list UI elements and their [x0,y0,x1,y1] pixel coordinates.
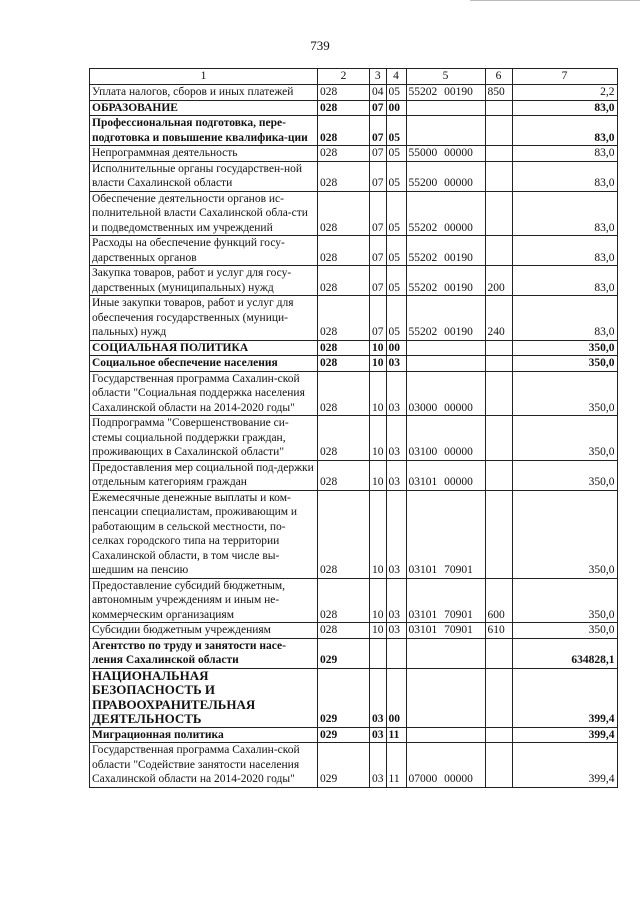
row-csr-cell [406,356,485,372]
row-ved-cell: 028 [318,371,370,416]
row-vr-cell: 610 [485,623,512,639]
row-csr-cell: 55202 00190 [406,266,485,296]
row-sum-cell: 399,4 [512,668,617,727]
row-rz-cell: 07 [370,100,387,116]
row-rz-cell: 10 [370,460,387,490]
table-row [90,116,618,146]
row-sum-cell: 350,0 [512,340,617,356]
row-csr-cell: 03101 70901 [406,490,485,578]
row-pr-cell: 03 [386,371,406,416]
row-sum-cell: 350,0 [512,490,617,578]
row-vr-cell [485,743,512,788]
table-row [90,743,618,788]
row-rz-cell: 10 [370,623,387,639]
row-rz-cell: 07 [370,191,387,236]
row-pr-cell: 00 [386,340,406,356]
header-col-sum: 7 [512,69,617,85]
table-row [90,296,618,341]
row-csr-cell: 55202 00190 [406,236,485,266]
row-pr-cell: 00 [386,100,406,116]
row-csr-cell: 03101 70901 [406,578,485,623]
row-ved-cell: 028 [318,191,370,236]
row-ved-cell: 029 [318,638,370,668]
row-ved-cell: 028 [318,85,370,101]
row-pr-cell: 11 [386,743,406,788]
row-name-cell: Уплата налогов, сборов и иных платежей [90,85,318,101]
row-csr-cell: 03101 70901 [406,623,485,639]
header-col-ved: 2 [318,69,370,85]
table-row [90,161,618,191]
row-vr-cell [485,236,512,266]
table-row [90,727,618,743]
row-csr-cell: 55202 00000 [406,191,485,236]
row-rz-cell: 03 [370,743,387,788]
row-csr-cell [406,100,485,116]
row-rz-cell: 10 [370,416,387,461]
row-ved-cell: 028 [318,578,370,623]
row-sum-cell: 83,0 [512,100,617,116]
row-ved-cell: 028 [318,100,370,116]
row-rz-cell: 10 [370,490,387,578]
table-row [90,490,618,578]
header-col-vr: 6 [485,69,512,85]
row-sum-cell: 350,0 [512,578,617,623]
row-vr-cell [485,100,512,116]
row-vr-cell [485,161,512,191]
row-csr-cell: 07000 00000 [406,743,485,788]
header-col-name: 1 [90,69,318,85]
row-pr-cell: 00 [386,668,406,727]
row-ved-cell: 028 [318,460,370,490]
row-pr-cell: 03 [386,623,406,639]
row-sum-cell: 83,0 [512,161,617,191]
row-vr-cell [485,340,512,356]
row-rz-cell: 07 [370,116,387,146]
scan-edge-line [470,0,640,2]
table-row [90,100,618,116]
row-csr-cell: 55000 00000 [406,146,485,162]
row-sum-cell: 350,0 [512,371,617,416]
row-sum-cell: 399,4 [512,743,617,788]
row-name-cell: Подпрограмма "Совершенствование си-стемы социальной поддержки граждан, проживающих в Сахалинской области" [90,416,318,461]
row-sum-cell: 83,0 [512,191,617,236]
row-rz-cell: 10 [370,371,387,416]
row-sum-cell: 83,0 [512,146,617,162]
row-ved-cell: 028 [318,296,370,341]
row-name-cell: Государственная программа Сахалин-ской области "Содействие занятости населения Сахалинской области на 2014-2020 годы" [90,743,318,788]
row-sum-cell: 350,0 [512,460,617,490]
row-sum-cell: 83,0 [512,116,617,146]
row-csr-cell [406,727,485,743]
row-name-cell: Миграционная политика [90,727,318,743]
row-ved-cell: 029 [318,668,370,727]
row-csr-cell [406,340,485,356]
table-row [90,191,618,236]
table-row [90,85,618,101]
row-pr-cell: 03 [386,460,406,490]
row-name-cell: Предоставление субсидий бюджетным, автономным учреждениям и иным не-коммерческим организациям [90,578,318,623]
row-vr-cell [485,460,512,490]
row-csr-cell: 03100 00000 [406,416,485,461]
row-vr-cell [485,416,512,461]
row-vr-cell: 600 [485,578,512,623]
row-ved-cell: 028 [318,116,370,146]
row-pr-cell: 03 [386,416,406,461]
row-vr-cell [485,371,512,416]
row-pr-cell: 03 [386,578,406,623]
row-name-cell: ОБРАЗОВАНИЕ [90,100,318,116]
table-row [90,340,618,356]
row-pr-cell [386,638,406,668]
header-col-csr: 5 [406,69,485,85]
row-vr-cell [485,727,512,743]
table-row [90,623,618,639]
table-row [90,578,618,623]
row-name-cell: НАЦИОНАЛЬНАЯ БЕЗОПАСНОСТЬ И ПРАВООХРАНИТЕЛЬНАЯ ДЕЯТЕЛЬНОСТЬ [90,668,318,727]
row-ved-cell: 028 [318,340,370,356]
row-pr-cell: 03 [386,490,406,578]
row-pr-cell: 03 [386,356,406,372]
row-csr-cell: 03000 00000 [406,371,485,416]
row-sum-cell: 634828,1 [512,638,617,668]
row-vr-cell [485,356,512,372]
table-row [90,146,618,162]
row-vr-cell [485,191,512,236]
row-rz-cell [370,638,387,668]
row-sum-cell: 350,0 [512,623,617,639]
table-row [90,236,618,266]
row-sum-cell: 399,4 [512,727,617,743]
row-rz-cell: 07 [370,146,387,162]
row-ved-cell: 028 [318,266,370,296]
row-pr-cell: 11 [386,727,406,743]
row-rz-cell: 03 [370,727,387,743]
row-ved-cell: 028 [318,236,370,266]
header-col-pr: 4 [386,69,406,85]
row-ved-cell: 028 [318,416,370,461]
row-name-cell: Расходы на обеспечение функций госу-дарственных органов [90,236,318,266]
row-name-cell: Непрограммная деятельность [90,146,318,162]
table-row [90,356,618,372]
row-pr-cell: 05 [386,116,406,146]
table-row [90,668,618,727]
row-name-cell: Предоставления мер социальной под-держки отдельным категориям граждан [90,460,318,490]
row-pr-cell: 05 [386,146,406,162]
row-vr-cell: 200 [485,266,512,296]
row-rz-cell: 10 [370,578,387,623]
row-sum-cell: 83,0 [512,266,617,296]
row-ved-cell: 028 [318,146,370,162]
row-name-cell: Социальное обеспечение населения [90,356,318,372]
row-name-cell: Закупка товаров, работ и услуг для госу-дарственных (муниципальных) нужд [90,266,318,296]
row-vr-cell [485,638,512,668]
row-name-cell: Агентство по труду и занятости насе-ления Сахалинской области [90,638,318,668]
row-rz-cell: 07 [370,296,387,341]
row-name-cell: Иные закупки товаров, работ и услуг для обеспечения государственных (муници-пальных) нужд [90,296,318,341]
row-pr-cell: 05 [386,236,406,266]
row-rz-cell: 04 [370,85,387,101]
row-ved-cell: 028 [318,623,370,639]
table-row [90,416,618,461]
row-ved-cell: 028 [318,161,370,191]
row-name-cell: Профессиональная подготовка, пере-подготовка и повышение квалифика-ции [90,116,318,146]
row-csr-cell [406,638,485,668]
row-csr-cell: 03101 00000 [406,460,485,490]
row-vr-cell: 240 [485,296,512,341]
row-pr-cell: 05 [386,296,406,341]
row-vr-cell [485,116,512,146]
row-pr-cell: 05 [386,266,406,296]
row-pr-cell: 05 [386,161,406,191]
row-vr-cell: 850 [485,85,512,101]
row-csr-cell [406,668,485,727]
row-name-cell: Субсидии бюджетным учреждениям [90,623,318,639]
row-ved-cell: 029 [318,727,370,743]
row-name-cell: Исполнительные органы государствен-ной власти Сахалинской области [90,161,318,191]
row-sum-cell: 83,0 [512,236,617,266]
page-number: 739 [310,38,330,53]
table-body [90,85,618,788]
row-sum-cell: 350,0 [512,416,617,461]
row-ved-cell: 028 [318,490,370,578]
row-ved-cell: 029 [318,743,370,788]
row-name-cell: Государственная программа Сахалин-ской области "Социальная поддержка населения Сахалинской области на 2014-2020 годы" [90,371,318,416]
table-row [90,638,618,668]
row-sum-cell: 2,2 [512,85,617,101]
row-name-cell: Обеспечение деятельности органов ис-полнительной власти Сахалинской обла-сти и подведомственных им учреждений [90,191,318,236]
row-csr-cell: 55200 00000 [406,161,485,191]
table-row [90,371,618,416]
table-header-row [90,69,618,85]
row-vr-cell [485,146,512,162]
row-csr-cell [406,116,485,146]
row-rz-cell: 07 [370,266,387,296]
table-row [90,266,618,296]
row-rz-cell: 03 [370,668,387,727]
budget-table [89,68,618,788]
row-pr-cell: 05 [386,85,406,101]
row-rz-cell: 10 [370,356,387,372]
row-vr-cell [485,490,512,578]
row-rz-cell: 07 [370,236,387,266]
row-name-cell: Ежемесячные денежные выплаты и ком-пенсации специалистам, проживающим и работающим в сельской местности, по-селках городского типа на территории Сахалинской области, в том числе вы-шедшим на пенсию [90,490,318,578]
row-sum-cell: 350,0 [512,356,617,372]
row-ved-cell: 028 [318,356,370,372]
row-sum-cell: 83,0 [512,296,617,341]
row-csr-cell: 55202 00190 [406,296,485,341]
row-name-cell: СОЦИАЛЬНАЯ ПОЛИТИКА [90,340,318,356]
table-row [90,460,618,490]
row-csr-cell: 55202 00190 [406,85,485,101]
header-col-rz: 3 [370,69,387,85]
row-pr-cell: 05 [386,191,406,236]
row-rz-cell: 10 [370,340,387,356]
row-vr-cell [485,668,512,727]
row-rz-cell: 07 [370,161,387,191]
